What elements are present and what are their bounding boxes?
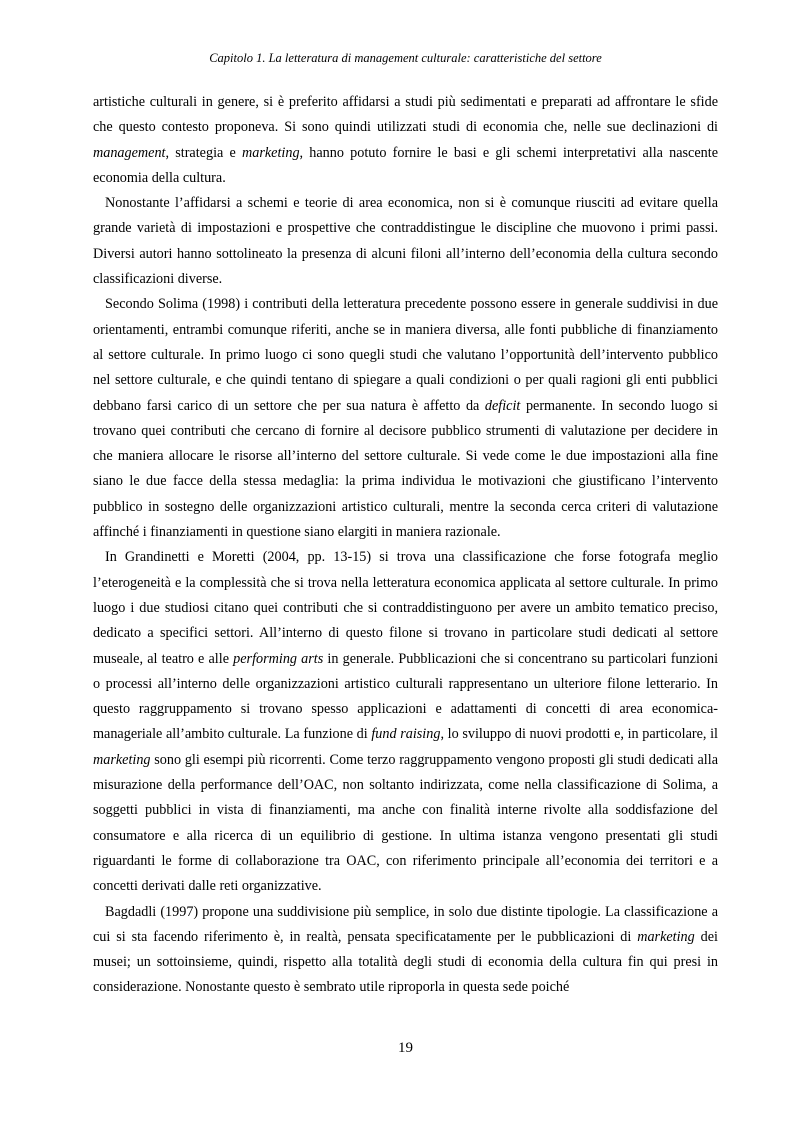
italic-term: management <box>93 144 166 161</box>
italic-term: fund raising <box>371 726 441 743</box>
italic-term: marketing <box>637 928 695 945</box>
text-segment: Nonostante l’affidarsi a schemi e teorie di area economica, non si è comunque riusciti ad evitare quella grande varietà di impostazioni e prospettive che contraddistingue le discipline che muovono i primi passi. Diversi autori hanno sottolineato la presenza di alcuni filoni all’interno dell’economia della cultura secondo classificazioni diverse. <box>93 195 718 288</box>
text-segment: artistiche culturali in genere, si è preferito affidarsi a studi più sedimentati e preparati ad affrontare le sfide che questo contesto proponeva. Si sono quindi utilizzati studi di economia che, nelle sue declinazioni di <box>93 94 718 136</box>
italic-term: performing arts <box>233 650 324 667</box>
paragraph-2 <box>93 191 718 292</box>
italic-term: marketing <box>93 751 151 768</box>
italic-term: marketing <box>242 144 300 161</box>
body-text <box>93 90 718 1001</box>
text-segment: , hanno potuto fornire le basi e gli schemi interpretativi alla nascente economia della cultura. <box>93 144 718 186</box>
text-segment: Bagdadli (1997) propone una suddivisione più semplice, in solo due distinte tipologie. La classificazione a cui si sta facendo riferimento è, in realtà, pensata specificatamente per le pubblicazioni di <box>93 903 718 945</box>
paragraph-5 <box>93 900 718 1001</box>
text-segment: sono gli esempi più ricorrenti. Come terzo raggruppamento vengono proposti gli studi dedicati alla misurazione della performance dell’OAC, non soltanto indirizzata, come nella classificazione di Solima, a soggetti pubblici in vista di finanziamenti, ma anche con finalità interne rivolte alla soddisfazione del consumatore e alla ricerca di un equilibrio di gestione. In ultima istanza vengono presentati gli studi riguardanti le forme di collaborazione tra OAC, con riferimento principale all’economia dei territori e a concetti derivati dalle reti organizzative. <box>93 751 718 895</box>
text-segment: In Grandinetti e Moretti (2004, pp. 13-15) si trova una classificazione che forse fotografa meglio l’eterogeneità e la complessità che si trova nella letteratura economica applicata al settore culturale. In primo luogo i due studiosi citano quei contributi che si contraddistinguono per avere un ambito tematico preciso, dedicato a specifici settori. All’interno di questo filone si trovano in particolare studi dedicati al settore museale, al teatro e alle <box>93 549 718 667</box>
running-header: Capitolo 1. La letteratura di management culturale: caratteristiche del settore <box>209 51 602 65</box>
text-segment: , strategia e <box>165 144 243 161</box>
page-number: 19 <box>398 1040 413 1056</box>
paragraph-4 <box>93 545 718 899</box>
paragraph-3 <box>93 292 718 545</box>
text-segment: in generale. Pubblicazioni che si concentrano su particolari funzioni o processi all’interno delle organizzazioni artistico culturali rappresentano un ulteriore filone letterario. In questo raggruppamento si trovano spesso applicazioni e adattamenti di concetti di area economica-manageriale all’ambito culturale. La funzione di <box>93 650 719 743</box>
text-segment: , lo sviluppo di nuovi prodotti e, in particolare, il <box>440 726 718 743</box>
text-segment: dei musei; un sottoinsieme, quindi, rispetto alla totalità degli studi di economia della cultura fin qui presi in considerazione. Nonostante questo è sembrato utile riproporla in questa sede poiché <box>93 928 718 996</box>
paragraph-1 <box>93 90 718 191</box>
text-segment: permanente. In secondo luogo si trovano quei contributi che cercano di fornire al decisore pubblico strumenti di valutazione per decidere in che maniera allocare le risorse all’interno del settore culturale. Si vede come le due impostazioni alla fine siano le due facce della stessa medaglia: la prima individua le motivazioni che giustificano l’intervento pubblico in sostegno delle organizzazioni artistico culturali, mentre la seconda cerca criteri di valutazione affinché i finanziamenti in questione siano elargiti in maniera razionale. <box>93 397 718 541</box>
italic-term: deficit <box>484 397 521 414</box>
text-segment: Secondo Solima (1998) i contributi della letteratura precedente possono essere in generale suddivisi in due orientamenti, entrambi comunque riferiti, anche se in maniera diversa, alle fonti pubbliche di finanziamento al settore culturale. In primo luogo ci sono quegli studi che valutano l’opportunità dell’intervento pubblico nel settore culturale, e che quindi tentano di spiegare a quali condizioni o per quali ragioni gli enti pubblici debbano farsi carico di un settore che per sua natura è affetto da <box>93 296 718 414</box>
